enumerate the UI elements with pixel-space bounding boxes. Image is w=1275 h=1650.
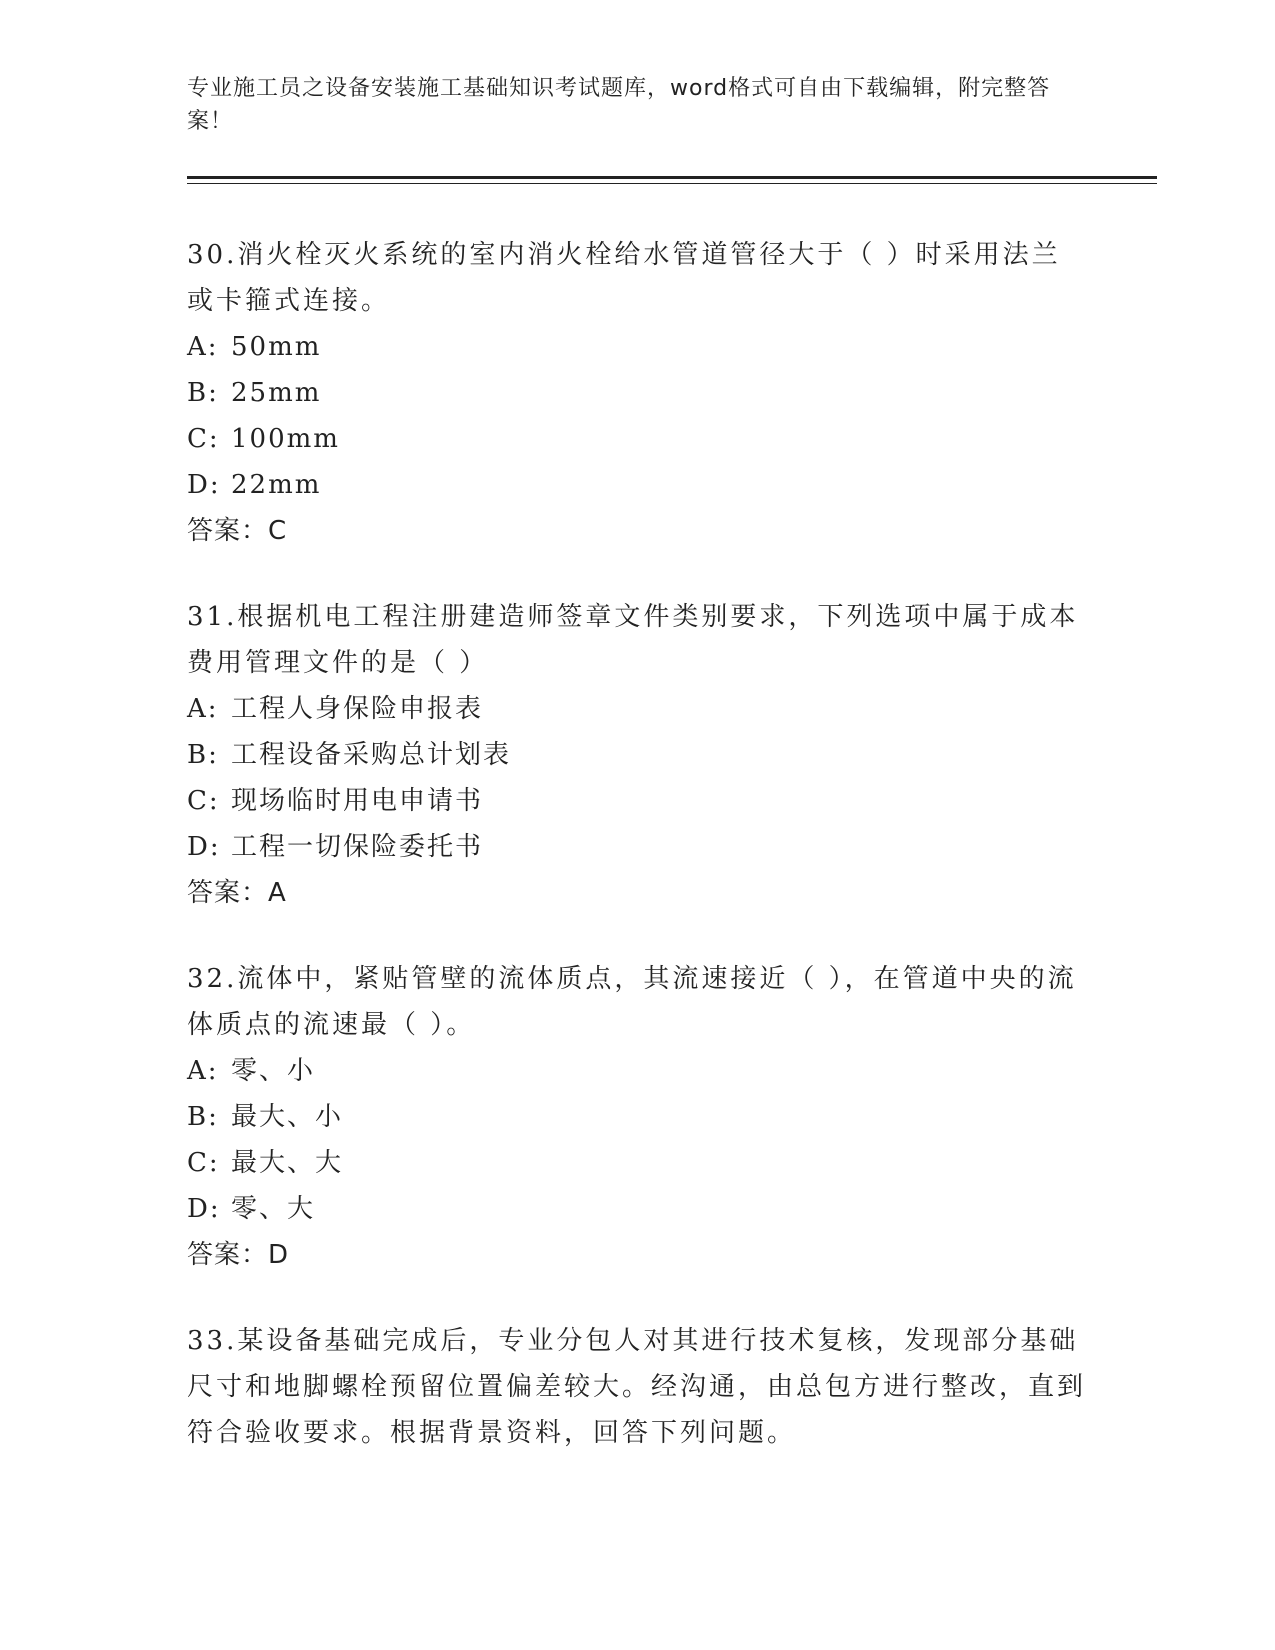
question-31 xyxy=(187,594,1087,916)
option-letter: B: xyxy=(187,378,219,408)
answer-line: 答案：D xyxy=(187,1240,290,1270)
option-a xyxy=(187,324,1087,370)
header-divider-thick xyxy=(187,176,1157,179)
option-letter: A: xyxy=(187,1056,219,1086)
option-letter: D: xyxy=(187,1194,221,1224)
option-letter: B: xyxy=(187,740,219,770)
option-letter: B: xyxy=(187,1102,219,1132)
option-d xyxy=(187,462,1087,508)
option-text: 25mm xyxy=(231,378,322,408)
question-32 xyxy=(187,956,1087,1278)
option-d xyxy=(187,1186,1087,1232)
option-text: 零、小 xyxy=(231,1056,316,1086)
option-text: 50mm xyxy=(231,332,322,362)
question-list xyxy=(187,232,1087,1496)
question-text: 33.某设备基础完成后，专业分包人对其进行技术复核，发现部分基础尺寸和地脚螺栓预留位置偏差较大。经沟通，由总包方进行整改，直到符合验收要求。根据背景资料，回答下列问题。 xyxy=(187,1326,1087,1448)
question-33 xyxy=(187,1318,1087,1456)
option-b xyxy=(187,732,1087,778)
option-d xyxy=(187,824,1087,870)
option-text: 最大、小 xyxy=(231,1102,344,1132)
option-text: 零、大 xyxy=(231,1194,316,1224)
option-text: 22mm xyxy=(231,470,322,500)
answer-line: 答案：C xyxy=(187,516,288,546)
option-text: 100mm xyxy=(231,424,340,454)
option-text: 现场临时用电申请书 xyxy=(231,786,484,816)
option-a xyxy=(187,686,1087,732)
option-b xyxy=(187,370,1087,416)
option-letter: C: xyxy=(187,424,220,454)
option-c xyxy=(187,1140,1087,1186)
header-divider-thin xyxy=(187,183,1157,184)
option-letter: A: xyxy=(187,332,219,362)
answer-line: 答案：A xyxy=(187,878,287,908)
option-letter: D: xyxy=(187,832,221,862)
option-b xyxy=(187,1094,1087,1140)
option-letter: C: xyxy=(187,786,220,816)
question-text: 30.消火栓灭火系统的室内消火栓给水管道管径大于（ ）时采用法兰或卡箍式连接。 xyxy=(187,240,1061,316)
question-text: 31.根据机电工程注册建造师签章文件类别要求，下列选项中属于成本费用管理文件的是（ ） xyxy=(187,602,1079,678)
option-text: 工程一切保险委托书 xyxy=(231,832,484,862)
option-text: 最大、大 xyxy=(231,1148,344,1178)
option-letter: D: xyxy=(187,470,221,500)
option-letter: A: xyxy=(187,694,219,724)
option-a xyxy=(187,1048,1087,1094)
option-letter: C: xyxy=(187,1148,220,1178)
option-text: 工程设备采购总计划表 xyxy=(231,740,512,770)
option-c xyxy=(187,416,1087,462)
document-header: 专业施工员之设备安装施工基础知识考试题库，word格式可自由下载编辑，附完整答案！ xyxy=(187,76,1051,134)
question-text: 32.流体中，紧贴管壁的流体质点，其流速接近（ ），在管道中央的流体质点的流速最（ ）。 xyxy=(187,964,1077,1040)
option-c xyxy=(187,778,1087,824)
question-30 xyxy=(187,232,1087,554)
option-text: 工程人身保险申报表 xyxy=(231,694,484,724)
